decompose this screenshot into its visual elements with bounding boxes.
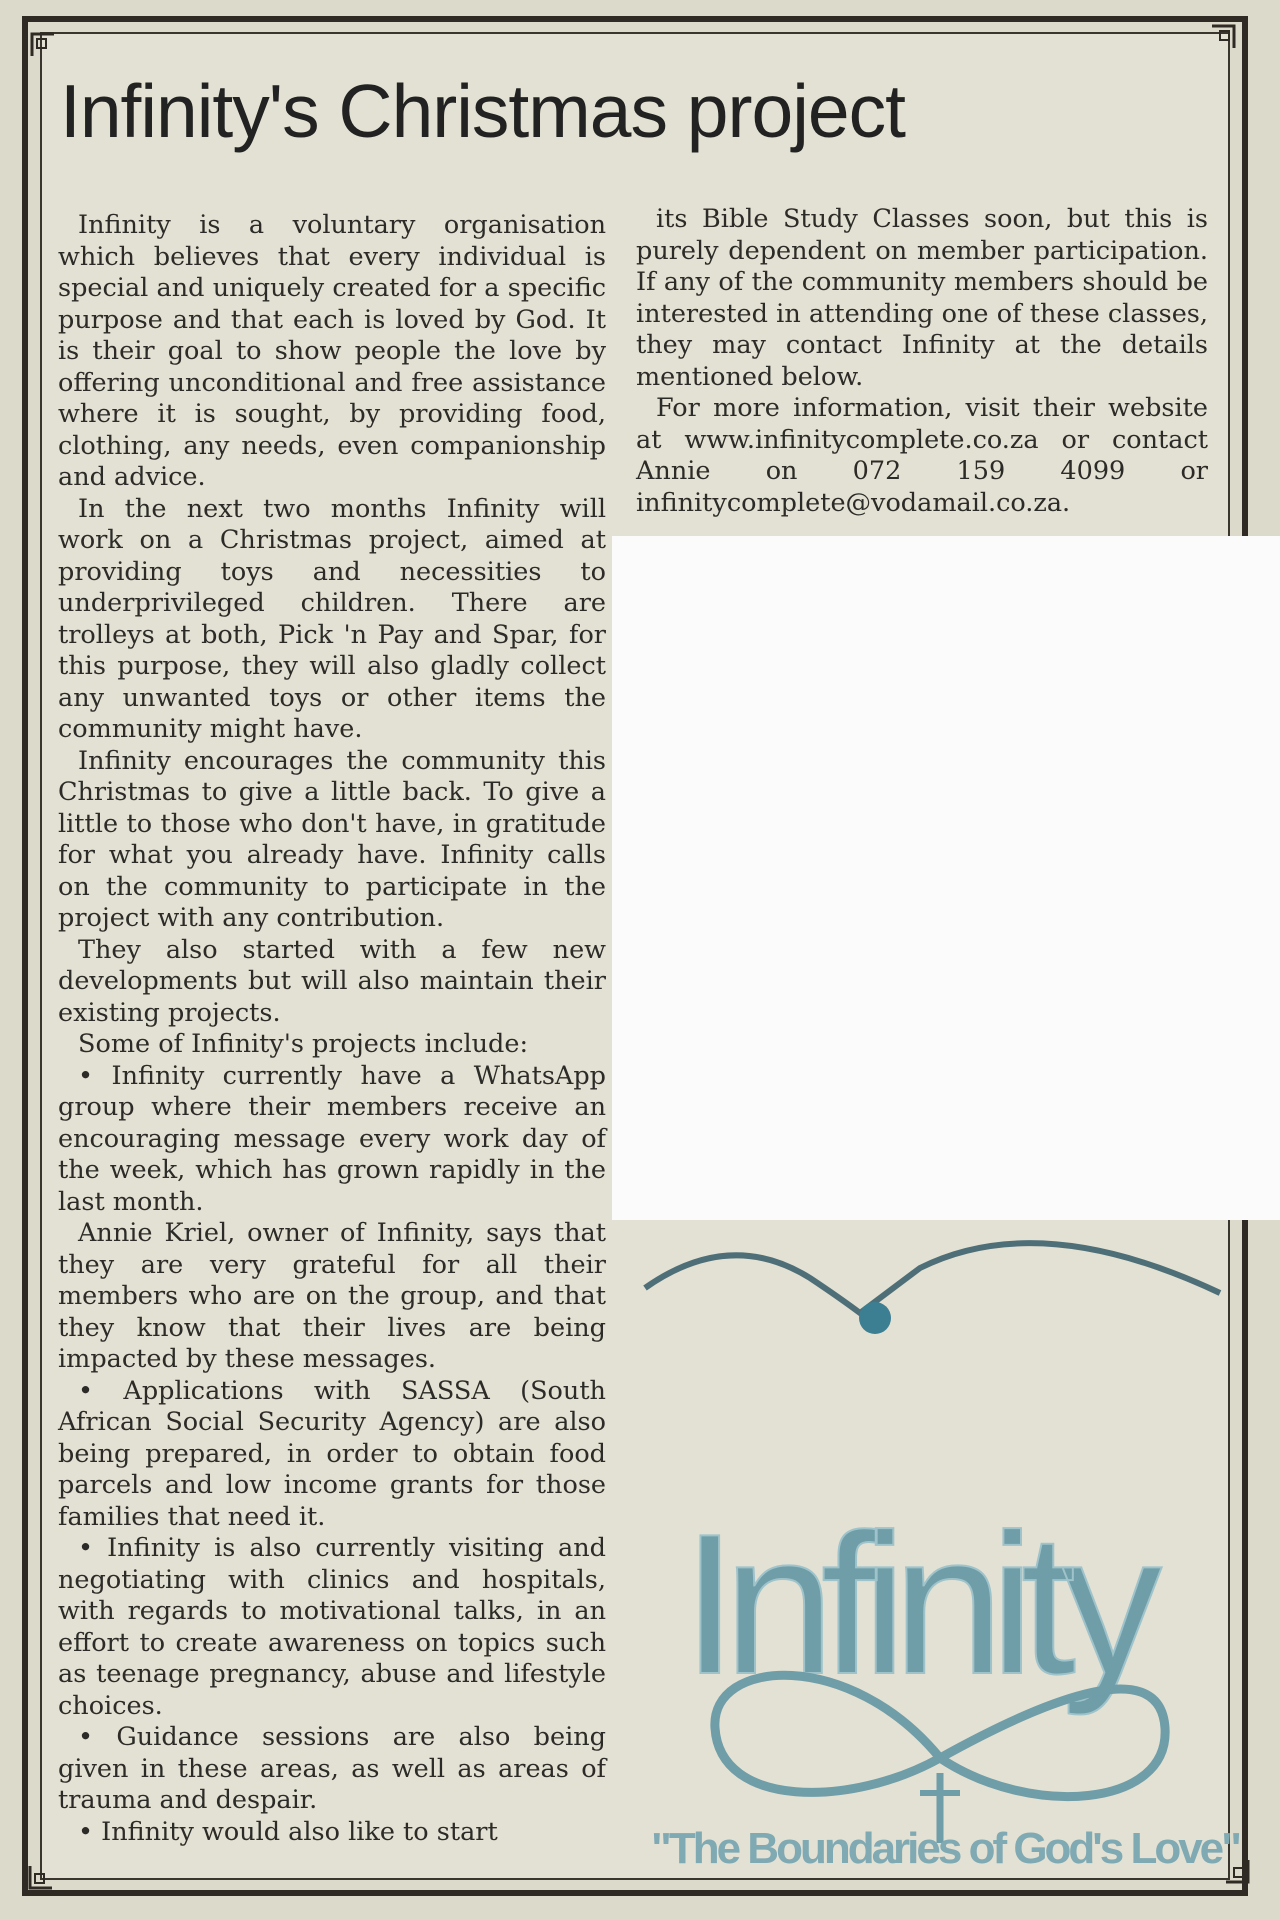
paragraph-bible-study-continued: its Bible Study Classes soon, but this is purely dependent on member participation. If any of the community members should be interested in attending one of these classes, they may contact Infinity at the details mentioned below.: [636, 204, 1208, 392]
bullet-guidance-sessions: • Guidance sessions are also being given in these areas, as well as areas of trauma and despair.: [58, 1722, 606, 1815]
corner-ornament-bottom-left-icon: [26, 1862, 56, 1892]
article-column-left: [58, 210, 606, 1848]
paragraph-new-developments: They also started with a few new developments but will also maintain their existing projects.: [58, 934, 606, 1028]
paragraph-contact-info: For more information, visit their website at www.infinitycomplete.co.za or contact Annie on 072 159 4099 or infinitycomplete@vodamail.co.za.: [636, 393, 1208, 518]
logo-arc-icon: [645, 1243, 1220, 1313]
article-title: Infinity's Christmas project: [60, 69, 905, 153]
paragraph-encourage-community: Infinity encourages the community this Christmas to give a little back. To give a little to those who don't have, in gratitude for what you already have. Infinity calls on the community to participate in the project with any contribution.: [58, 745, 606, 933]
bullet-bible-study: • Infinity would also like to start: [78, 1816, 498, 1847]
corner-ornament-top-left-icon: [28, 30, 58, 60]
blank-patch: [612, 536, 1280, 1220]
bullet-whatsapp-group: • Infinity currently have a WhatsApp group where their members receive an encouraging message every work day of the week, which has grown rapidly in the last month.: [58, 1060, 606, 1217]
infinity-logo: [620, 1218, 1240, 1868]
paragraph-annie-quote: Annie Kriel, owner of Infinity, says that they are very grateful for all their members who are on the group, and that they know that their lives are being impacted by these messages.: [58, 1218, 606, 1374]
logo-dot-icon: [859, 1302, 891, 1334]
bullet-sassa-applications: • Applications with SASSA (South African Social Security Agency) are also being prepared, in order to obtain food parcels and low income grants for those families that need it.: [58, 1375, 606, 1532]
article-column-right: [636, 204, 1208, 519]
corner-ornament-top-right-icon: [1208, 22, 1238, 52]
logo-tagline: "The Boundaries of God's Love": [650, 1824, 1240, 1868]
paragraph-intro: Infinity is a voluntary organisation which believes that every individual is special and uniquely created for a specific purpose and that each is loved by God. It is their goal to show people the love by offering unconditional and free assistance where it is sought, by providing food, clothing, any needs, even companionship and advice.: [58, 210, 606, 492]
paragraph-christmas-project: In the next two months Infinity will work on a Christmas project, aimed at providing toys and necessities to underprivileged children. There are trolleys at both, Pick 'n Pay and Spar, for this purpose, they will also gladly collect any unwanted toys or other items the community might have.: [58, 493, 606, 744]
bullet-clinics-hospitals: • Infinity is also currently visiting and negotiating with clinics and hospitals, with regards to motivational talks, in an effort to create awareness on topics such as teenage pregnancy, abuse and lifestyle choices.: [58, 1533, 606, 1721]
logo-word: Infinity: [682, 1493, 1149, 1716]
paragraph-projects-intro: Some of Infinity's projects include:: [78, 1029, 529, 1059]
